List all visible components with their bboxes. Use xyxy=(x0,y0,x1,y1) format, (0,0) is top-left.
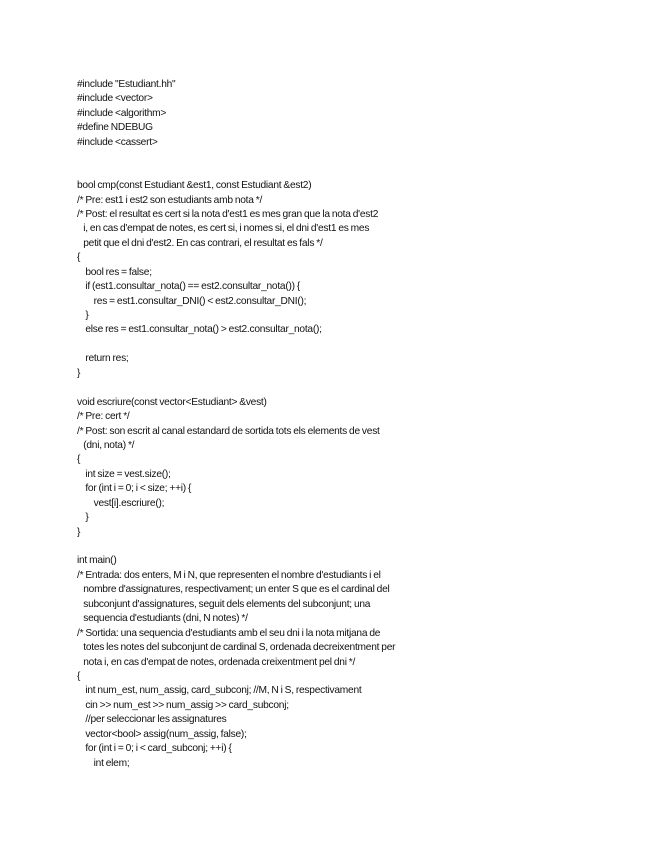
source-code-listing xyxy=(77,78,395,771)
code-line: petit que el dni d'est2. En cas contrari, el resultat es fals */ xyxy=(77,237,323,249)
code-line: int elem; xyxy=(77,757,130,769)
code-line: i, en cas d'empat de notes, es cert si, i nomes si, el dni d'est1 es mes xyxy=(77,223,370,235)
code-line: vest[i].escriure(); xyxy=(77,497,165,509)
code-line: int main() xyxy=(77,555,117,567)
code-line: int num_est, num_assig, card_subconj; //M, N i S, respectivament xyxy=(77,685,362,697)
code-line: nombre d'assignatures, respectivament; un enter S que es el cardinal del xyxy=(77,584,390,596)
code-line: sequencia d'estudiants (dni, N notes) */ xyxy=(77,613,248,625)
code-line: { xyxy=(77,454,81,466)
code-line: { xyxy=(77,670,81,682)
code-line: #define NDEBUG xyxy=(77,122,153,134)
code-line: #include <cassert> xyxy=(77,136,158,148)
code-line: for (int i = 0; i < card_subconj; ++i) { xyxy=(77,743,232,755)
code-line: bool res = false; xyxy=(77,266,152,278)
code-line xyxy=(77,540,395,554)
code-line: { xyxy=(77,252,81,264)
code-line: vector<bool> assig(num_assig, false); xyxy=(77,728,247,740)
code-line: #include <vector> xyxy=(77,93,153,105)
code-line: } xyxy=(77,512,89,524)
code-line: totes les notes del subconjunt de cardinal S, ordenada decreixentment per xyxy=(77,642,396,654)
code-line: /* Sortida: una sequencia d'estudiants amb el seu dni i la nota mitjana de xyxy=(77,627,381,639)
code-line: nota i, en cas d'empat de notes, ordenada creixentment pel dni */ xyxy=(77,656,356,668)
code-line: return res; xyxy=(77,353,129,365)
code-line: #include <algorithm> xyxy=(77,107,167,119)
code-line xyxy=(77,338,395,352)
code-line: /* Post: son escrit al canal estandard de sortida tots els elements de vest xyxy=(77,425,380,437)
code-line: void escriure(const vector<Estudiant> &vest) xyxy=(77,396,267,408)
code-line xyxy=(77,150,395,164)
code-line: if (est1.consultar_nota() == est2.consultar_nota()) { xyxy=(77,281,300,293)
code-line: /* Post: el resultat es cert si la nota d'est1 es mes gran que la nota d'est2 xyxy=(77,208,379,220)
code-line: } xyxy=(77,367,81,379)
code-line: subconjunt d'assignatures, seguit dels elements del subconjunt; una xyxy=(77,598,371,610)
code-line xyxy=(77,165,395,179)
code-line: cin >> num_est >> num_assig >> card_subconj; xyxy=(77,699,289,711)
code-line: /* Entrada: dos enters, M i N, que representen el nombre d'estudiants i el xyxy=(77,569,381,581)
code-line: res = est1.consultar_DNI() < est2.consultar_DNI(); xyxy=(77,295,307,307)
code-line xyxy=(77,381,395,395)
code-line: /* Pre: est1 i est2 son estudiants amb nota */ xyxy=(77,194,263,206)
code-line: (dni, nota) */ xyxy=(77,439,135,451)
code-line: } xyxy=(77,526,81,538)
code-line: int size = vest.size(); xyxy=(77,468,171,480)
code-line: //per seleccionar les assignatures xyxy=(77,714,227,726)
code-line: bool cmp(const Estudiant &est1, const Estudiant &est2) xyxy=(77,180,312,192)
code-line: /* Pre: cert */ xyxy=(77,411,130,423)
code-line: else res = est1.consultar_nota() > est2.consultar_nota(); xyxy=(77,324,322,336)
code-line: } xyxy=(77,310,89,321)
code-line: #include "Estudiant.hh" xyxy=(77,79,176,90)
code-line: for (int i = 0; i < size; ++i) { xyxy=(77,483,192,495)
